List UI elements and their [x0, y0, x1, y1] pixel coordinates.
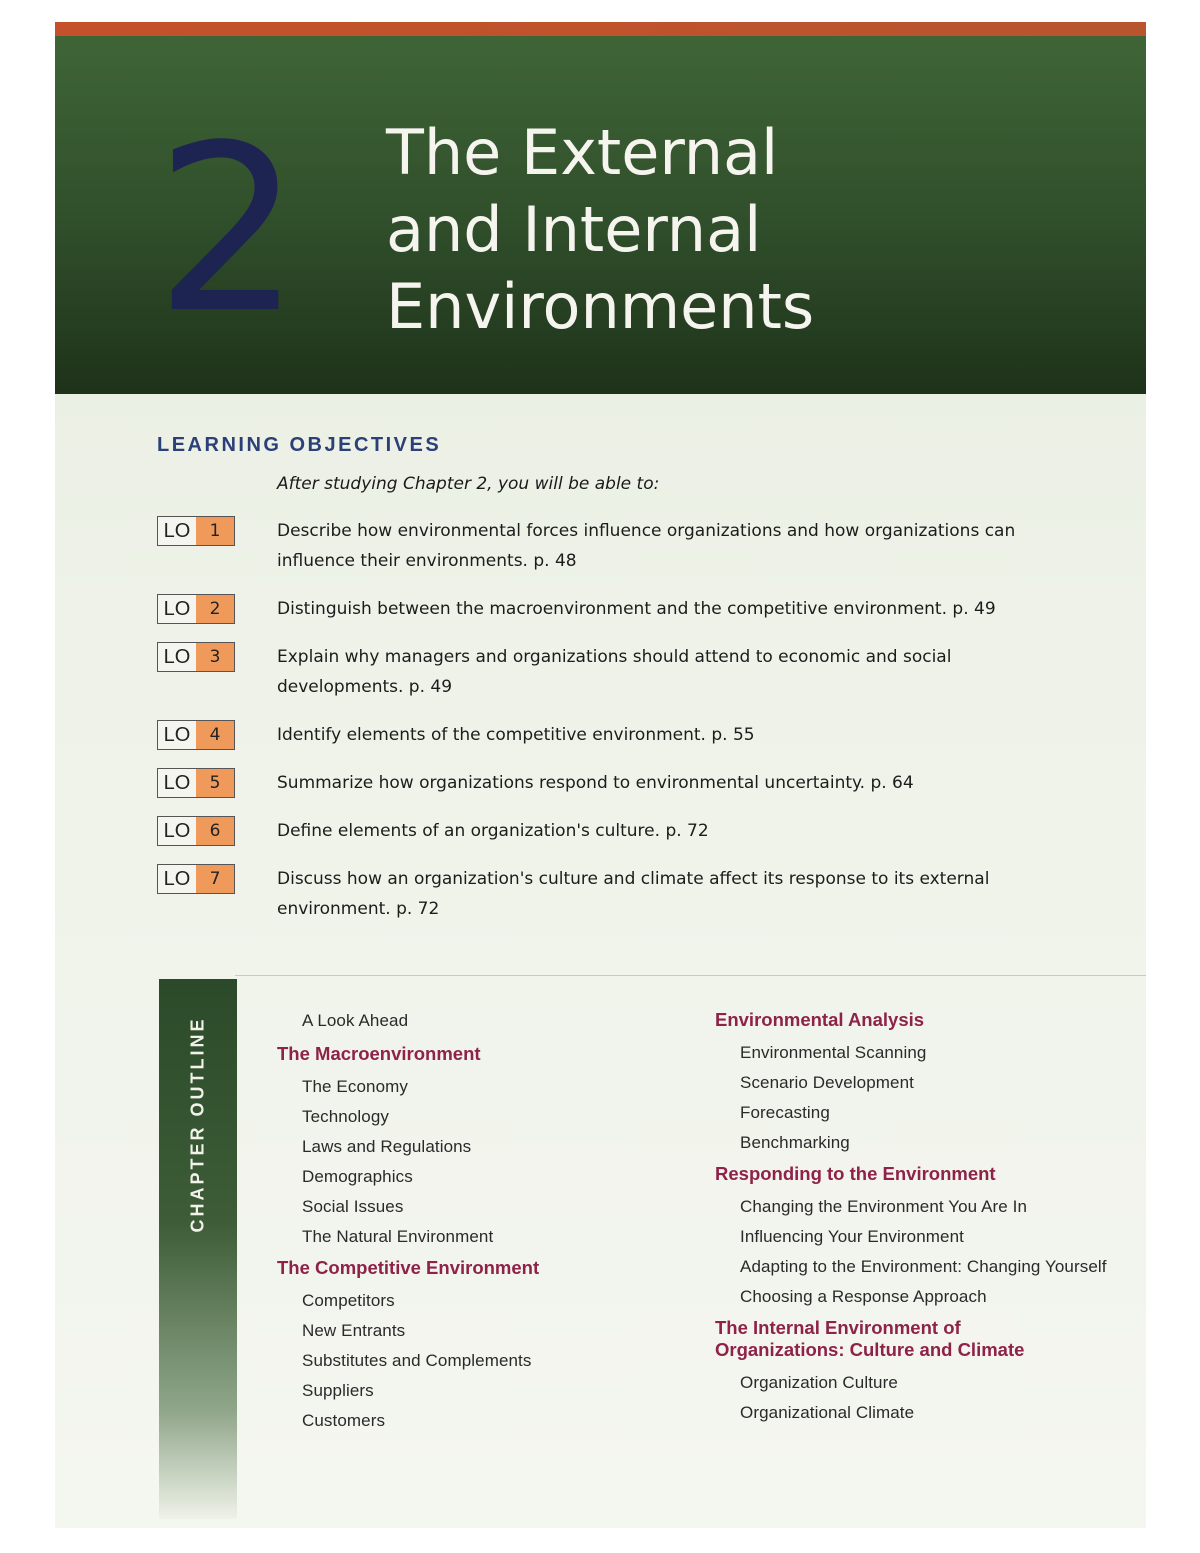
chapter-title-line: The External [386, 116, 779, 189]
outline-topic: Organizational Climate [740, 1403, 915, 1422]
outline-section-heading: The Macroenvironment [277, 1043, 481, 1064]
outline-topic: New Entrants [302, 1321, 406, 1340]
lo-description [277, 864, 1067, 924]
lo-description [277, 516, 1067, 576]
outline-topic: Organization Culture [740, 1373, 898, 1392]
lo-badge-number: 1 [196, 517, 234, 545]
lo-badge-number: 5 [196, 769, 234, 797]
lo-description-line: Summarize how organizations respond to environmental uncertainty. p. 64 [277, 773, 914, 793]
lo-badge-label: LO [163, 597, 191, 620]
top-color-strip [55, 22, 1146, 36]
outline-topic: Influencing Your Environment [740, 1227, 964, 1246]
outline-topic: Substitutes and Complements [302, 1351, 532, 1370]
outline-topic: Suppliers [302, 1381, 374, 1400]
book-page [55, 22, 1146, 1528]
outline-topic: Benchmarking [740, 1133, 850, 1152]
outline-section-heading: Responding to the Environment [715, 1163, 996, 1184]
outline-topic: Adapting to the Environment: Changing Yourself [740, 1257, 1107, 1276]
outline-topic: Customers [302, 1411, 386, 1430]
outline-topic: Forecasting [740, 1103, 830, 1122]
outline-topic: Environmental Scanning [740, 1043, 927, 1062]
lo-description-line: Describe how environmental forces influence organizations and how organizations can [277, 521, 1016, 541]
chapter-title [386, 114, 1066, 345]
lo-badge [157, 642, 235, 672]
outline-divider [235, 975, 1146, 976]
learning-objectives-intro: After studying Chapter 2, you will be able to: [277, 474, 660, 494]
outline-topic: The Natural Environment [302, 1227, 494, 1246]
outline-topic: Choosing a Response Approach [740, 1287, 987, 1306]
outline-topic: Demographics [302, 1167, 413, 1186]
lo-badge-number: 3 [196, 643, 234, 671]
chapter-outline-label-wrap [159, 979, 237, 1269]
outline-topic: The Economy [302, 1077, 408, 1096]
outline-topic: Laws and Regulations [302, 1137, 472, 1156]
outline-section-heading: Organizations: Culture and Climate [715, 1339, 1025, 1360]
chapter-outline-label: CHAPTER OUTLINE [187, 1016, 208, 1232]
lo-description-line: developments. p. 49 [277, 677, 453, 697]
outline-section-heading: Environmental Analysis [715, 1009, 925, 1030]
chapter-title-line: and Internal [386, 193, 762, 266]
learning-objectives-heading: LEARNING OBJECTIVES [157, 434, 442, 456]
lo-badge [157, 768, 235, 798]
lo-badge-number: 6 [196, 817, 234, 845]
lo-badge-label: LO [163, 645, 191, 668]
lo-badge [157, 594, 235, 624]
lo-description [277, 720, 1067, 750]
lo-description [277, 642, 1067, 702]
lo-description [277, 768, 1067, 798]
lo-badge [157, 816, 235, 846]
lo-badge-number: 2 [196, 595, 234, 623]
lo-badge [157, 516, 235, 546]
lo-description [277, 594, 1067, 624]
lo-description-line: Discuss how an organization's culture and climate affect its response to its external [277, 869, 990, 889]
chapter-header-band [55, 36, 1146, 394]
lo-badge-label: LO [163, 771, 191, 794]
outline-section-heading: The Internal Environment of [715, 1317, 961, 1338]
lo-badge [157, 864, 235, 894]
chapter-title-line: Environments [386, 270, 815, 343]
lo-description-line: Define elements of an organization's culture. p. 72 [277, 821, 709, 841]
lo-description [277, 816, 1067, 846]
lo-description-line: Identify elements of the competitive environment. p. 55 [277, 725, 755, 745]
outline-topic: Technology [302, 1107, 390, 1126]
lo-badge-label: LO [163, 723, 191, 746]
lo-description-line: Distinguish between the macroenvironment and the competitive environment. p. 49 [277, 599, 996, 619]
outline-section-heading: The Competitive Environment [277, 1257, 540, 1278]
lo-description-line: influence their environments. p. 48 [277, 551, 577, 571]
lo-description-line: Explain why managers and organizations should attend to economic and social [277, 647, 952, 667]
outline-topic: A Look Ahead [302, 1011, 409, 1030]
lo-badge [157, 720, 235, 750]
outline-topic: Scenario Development [740, 1073, 914, 1092]
outline-topic: Social Issues [302, 1197, 404, 1216]
outline-topic: Competitors [302, 1291, 395, 1310]
lo-badge-label: LO [163, 867, 191, 890]
chapter-number: 2 [155, 97, 302, 364]
lo-description-line: environment. p. 72 [277, 899, 440, 919]
lo-badge-number: 7 [196, 865, 234, 893]
outline-topic: Changing the Environment You Are In [740, 1197, 1028, 1216]
lo-badge-label: LO [163, 519, 191, 542]
lo-badge-number: 4 [196, 721, 234, 749]
lo-badge-label: LO [163, 819, 191, 842]
